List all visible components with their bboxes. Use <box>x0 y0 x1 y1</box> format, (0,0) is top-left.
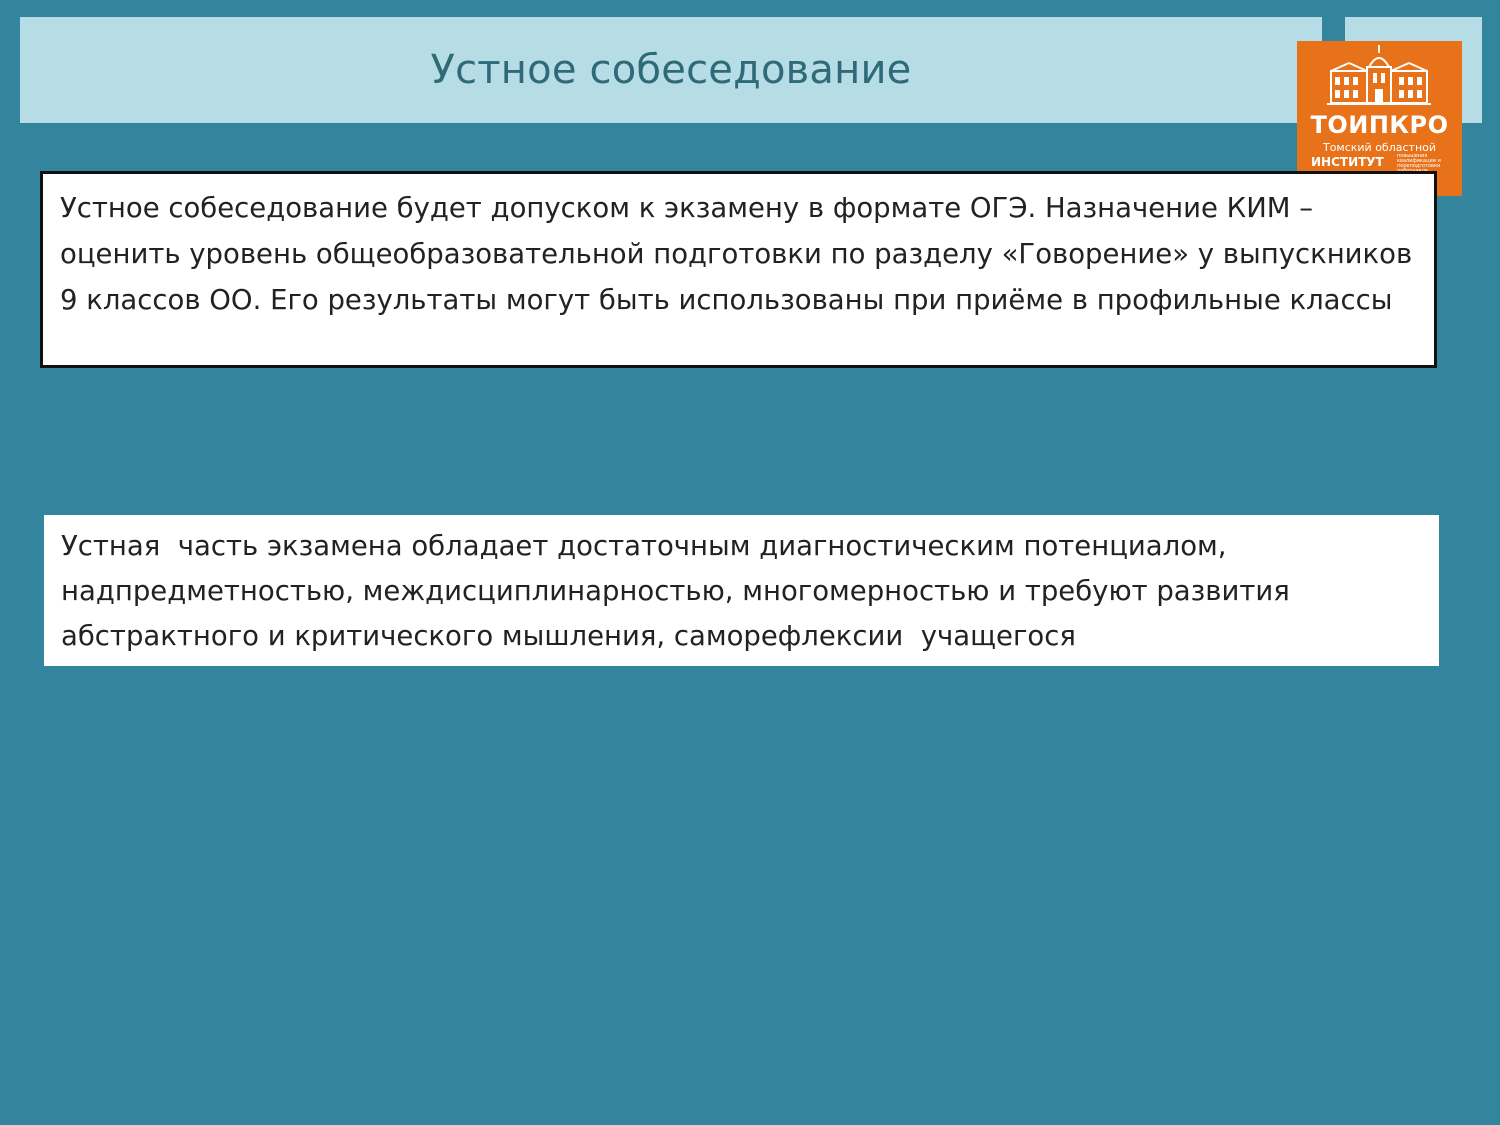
text-block-admission <box>40 171 1437 368</box>
text-block-admission-text: Устное собеседование будет допуском к экзамену в формате ОГЭ. Назначение КИМ – оценить уровень общеобразовательной подготовки по разделу «Говорение» у выпускников 9 классов ОО. Его результаты могут быть использованы при приёме в профильные классы <box>60 192 1413 316</box>
building-icon <box>1297 41 1462 111</box>
logo-name: ТОИПКРО <box>1310 111 1449 139</box>
text-block-oral-part <box>44 515 1439 666</box>
text-block-oral-part-text: Устная часть экзамена обладает достаточным диагностическим потенциалом, надпредметностью, междисциплинарностью, многомерностью и требуют развития абстрактного и критического мышления, саморефлексии учащегося <box>61 530 1299 652</box>
logo-subtitle-line3: повышения квалификации и переподготовки <box>1397 153 1441 169</box>
logo-subtitle-line1: Томский областной <box>1322 141 1437 154</box>
logo-subtitle-line2: ИНСТИТУТ <box>1311 155 1384 169</box>
slide-title: Устное собеседование <box>430 47 912 93</box>
